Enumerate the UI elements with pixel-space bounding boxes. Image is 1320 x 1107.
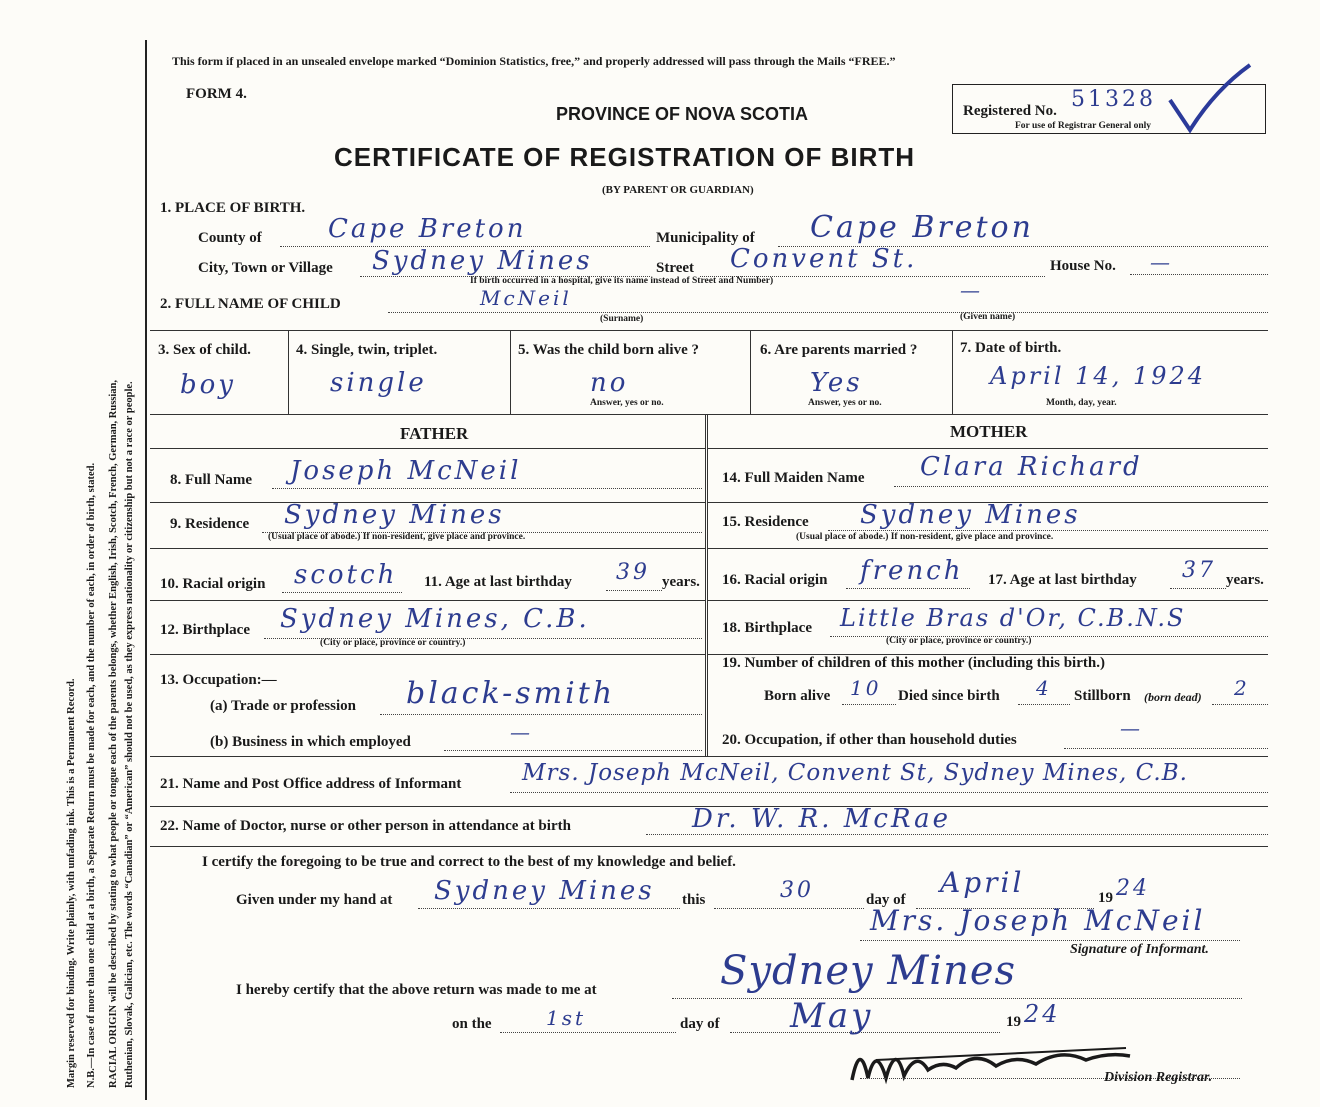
month-value: April xyxy=(940,866,1025,899)
child-given-name: — xyxy=(960,278,983,302)
city-value: Sydney Mines xyxy=(372,246,593,276)
mother-birthplace-label: 18. Birthplace xyxy=(722,620,812,636)
dob-caption: Month, day, year. xyxy=(1046,398,1117,408)
margin-note-4: Ruthenian, Slovak, Galician, etc. The words “Canadian” or “American” should not be used, as they express nationality or citizenship but not a race or people. xyxy=(124,381,135,1088)
died-since-birth-value: 4 xyxy=(1036,676,1052,700)
father-racial-label: 10. Racial origin xyxy=(160,576,266,592)
return-label: I hereby certify that the above return was made to me at xyxy=(236,982,597,998)
mother-birthplace-value: Little Bras d'Or, C.B.N.S xyxy=(840,604,1186,632)
sex-label: 3. Sex of child. xyxy=(158,342,251,358)
margin-note-1: Margin reserved for binding. Write plainly, with unfading ink. This is a Permanent Record. xyxy=(66,678,77,1088)
father-business-label: (b) Business in which employed xyxy=(210,734,411,750)
father-residence-value: Sydney Mines xyxy=(284,500,505,530)
margin-note-2: N.B.—In case of more than one child at a birth, a Separate Return must be made for each, and the number of each, in order of birth, stated. xyxy=(86,462,97,1088)
father-heading: FATHER xyxy=(400,424,469,443)
plurality-value: single xyxy=(330,368,427,398)
county-label: County of xyxy=(198,230,262,246)
checkmark-icon xyxy=(1160,60,1260,140)
mother-name-value: Clara Richard xyxy=(920,452,1143,482)
doctor-value: Dr. W. R. McRae xyxy=(692,804,952,834)
return-day-of-label: day of xyxy=(680,1016,720,1032)
day-value: 30 xyxy=(780,878,814,903)
mother-racial-value: french xyxy=(860,556,964,586)
year-value: 24 xyxy=(1116,876,1150,901)
born-alive-label: 5. Was the child born alive ? xyxy=(518,342,699,358)
informant-signature: Mrs. Joseph McNeil xyxy=(870,904,1206,937)
father-residence-label: 9. Residence xyxy=(170,516,250,532)
child-surname: McNeil xyxy=(480,286,572,310)
child-name-label: 2. FULL NAME OF CHILD xyxy=(160,296,341,312)
married-caption: Answer, yes or no. xyxy=(808,398,882,408)
place-section-label: 1. PLACE OF BIRTH. xyxy=(160,200,306,216)
city-label: City, Town or Village xyxy=(198,260,333,276)
father-residence-caption: (Usual place of abode.) If non-resident, give place and province. xyxy=(268,532,526,542)
mother-occupation-label: 20. Occupation, if other than household duties xyxy=(722,732,1017,748)
dob-value: April 14, 1924 xyxy=(990,362,1207,390)
born-alive-count-label: Born alive xyxy=(764,688,831,704)
province-heading: PROVINCE OF NOVA SCOTIA xyxy=(556,104,809,124)
father-name-label: 8. Full Name xyxy=(170,472,253,488)
father-trade-value: black-smith xyxy=(406,676,616,711)
street-value: Convent St. xyxy=(730,244,918,274)
died-since-birth-label: Died since birth xyxy=(898,688,1000,704)
informant-label: 21. Name and Post Office address of Informant xyxy=(160,776,462,792)
house-label: House No. xyxy=(1050,258,1116,274)
day-of-label: day of xyxy=(866,892,906,908)
father-name-value: Joseph McNeil xyxy=(290,456,522,486)
married-label: 6. Are parents married ? xyxy=(760,342,918,358)
given-place-value: Sydney Mines xyxy=(434,876,655,906)
mother-occupation-value: — xyxy=(1120,716,1143,740)
form-number: FORM 4. xyxy=(186,86,247,102)
mother-racial-label: 16. Racial origin xyxy=(722,572,828,588)
margin-note-3: RACIAL ORIGIN will be described by stating to what people or tongue each of the parents belongs, whether English, Irish, Scotch, French, German, Russian, xyxy=(108,379,119,1088)
mother-residence-value: Sydney Mines xyxy=(860,500,1081,530)
division-registrar-caption: Division Registrar. xyxy=(1104,1070,1213,1085)
father-business-value: — xyxy=(510,720,533,744)
mail-notice: This form if placed in an unsealed envelope marked “Dominion Statistics, free,” and properly addressed will pass through the Mails “FREE.” xyxy=(172,54,896,68)
mother-birthplace-caption: (City or place, province or country.) xyxy=(886,636,1032,646)
married-value: Yes xyxy=(810,368,863,398)
this-label: this xyxy=(682,892,706,908)
born-alive-value: no xyxy=(590,368,629,398)
father-trade-label: (a) Trade or profession xyxy=(210,698,356,714)
plurality-label: 4. Single, twin, triplet. xyxy=(296,342,438,358)
municipality-label: Municipality of xyxy=(656,230,755,246)
given-under-label: Given under my hand at xyxy=(236,892,393,908)
hospital-note: If birth occurred in a hospital, give its name instead of Street and Number) xyxy=(470,276,774,286)
informant-signature-caption: Signature of Informant. xyxy=(1070,942,1209,957)
municipality-value: Cape Breton xyxy=(810,210,1034,245)
return-month-value: May xyxy=(790,996,874,1036)
mother-residence-label: 15. Residence xyxy=(722,514,809,530)
father-racial-value: scotch xyxy=(294,560,398,590)
born-alive-count-value: 10 xyxy=(850,676,882,700)
return-year-value: 24 xyxy=(1024,1000,1061,1028)
stillborn-label: Stillborn xyxy=(1074,688,1131,704)
registrar-use-note: For use of Registrar General only xyxy=(1015,121,1152,131)
father-birthplace-caption: (City or place, province or country.) xyxy=(320,638,466,648)
on-the-label: on the xyxy=(452,1016,492,1032)
father-birthplace-label: 12. Birthplace xyxy=(160,622,250,638)
father-age-value: 39 xyxy=(616,560,650,585)
mother-heading: MOTHER xyxy=(950,422,1028,441)
stillborn-value: 2 xyxy=(1234,676,1250,700)
house-value: — xyxy=(1150,250,1173,274)
born-alive-caption: Answer, yes or no. xyxy=(590,398,664,408)
mother-age-label: 17. Age at last birthday xyxy=(988,572,1137,588)
stillborn-note: (born dead) xyxy=(1144,690,1202,704)
dob-label: 7. Date of birth. xyxy=(960,340,1062,356)
father-age-label: 11. Age at last birthday xyxy=(424,574,572,590)
street-label: Street xyxy=(656,260,695,276)
given-name-caption: (Given name) xyxy=(960,312,1016,322)
doctor-label: 22. Name of Doctor, nurse or other person in attendance at birth xyxy=(160,818,571,834)
return-place-value: Sydney Mines xyxy=(720,948,1017,994)
return-year-prefix: 19 xyxy=(1006,1014,1021,1030)
page-title: CERTIFICATE OF REGISTRATION OF BIRTH xyxy=(334,142,916,172)
mother-name-label: 14. Full Maiden Name xyxy=(722,470,865,486)
registered-number: 51328 xyxy=(1071,87,1156,112)
county-value: Cape Breton xyxy=(328,214,527,244)
informant-value: Mrs. Joseph McNeil, Convent St, Sydney Mines, C.B. xyxy=(522,760,1188,786)
page-subtitle: (BY PARENT OR GUARDIAN) xyxy=(602,184,754,196)
return-day-value: 1st xyxy=(546,1006,587,1030)
mother-age-value: 37 xyxy=(1182,558,1216,583)
children-count-label: 19. Number of children of this mother (including this birth.) xyxy=(722,655,1105,671)
father-birthplace-value: Sydney Mines, C.B. xyxy=(280,604,590,634)
registrar-signature-icon xyxy=(846,1030,1146,1090)
sex-value: boy xyxy=(180,370,236,400)
mother-residence-caption: (Usual place of abode.) If non-resident, give place and province. xyxy=(796,532,1054,542)
year-prefix: 19 xyxy=(1098,890,1113,906)
father-age-unit: years. xyxy=(662,574,700,590)
father-occupation-label: 13. Occupation:— xyxy=(160,672,277,688)
surname-caption: (Surname) xyxy=(600,314,644,324)
mother-age-unit: years. xyxy=(1226,572,1264,588)
registered-label: Registered No. xyxy=(963,103,1057,119)
certify-statement: I certify the foregoing to be true and correct to the best of my knowledge and belief. xyxy=(202,854,736,870)
